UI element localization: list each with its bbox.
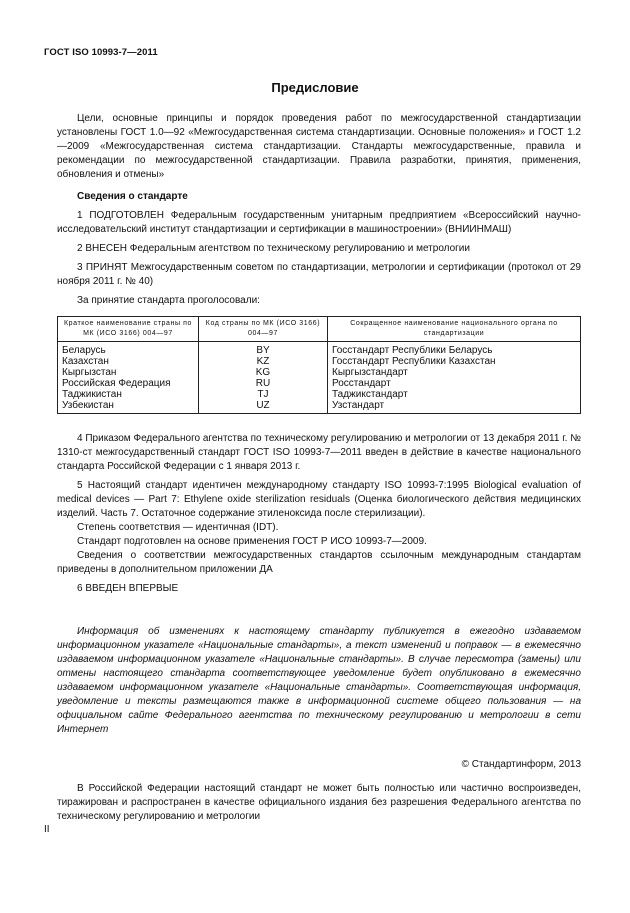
country-cell: Казахстан: [58, 356, 199, 367]
country-cell: Российская Федерация: [58, 378, 199, 389]
item-4: 4 Приказом Федерального агентства по техническому регулированию и метрологии от 13 декабря 2011 г. № 1310-ст межгосударственный стандарт ГОСТ ISO 10993-7—2011 введен в действие в качестве национального стандарта Российской Федерации с 1 января 2013 г.: [57, 433, 581, 472]
copyright: © Стандартинформ, 2013: [461, 759, 581, 770]
column-header-country: Краткое наименование страны по МК (ИСО 3166) 004—97: [58, 317, 199, 342]
about-item-1: 1 ПОДГОТОВЛЕН Федеральным государственным унитарным предприятием «Всероссийский научно-исследовательский институт стандартизации и сертификации в машиностроении» (ВНИИНМАШ): [57, 210, 581, 235]
country-cell: Беларусь: [58, 342, 199, 357]
item-5: 5 Настоящий стандарт идентичен международному стандарту ISO 10993-7:1995 Biological evaluation of medical devices — Part 7: Ethylene oxide sterilization residuals (Оценка биологического действия медицинских изделий. Часть 7. Остаточное содержание этиленоксида после стерилизации).: [57, 480, 581, 519]
code-cell: RU: [199, 378, 328, 389]
changes-information-text: Информация об изменениях к настоящему стандарту публикуется в ежегодно издаваемом информационном указателе «Национальные стандарты», а текст изменений и поправок — в ежемесячно издаваемом информационном указателе «Национальные стандарты». В случае пересмотра (замены) или отмены настоящего стандарта соответствующее уведомление будет опубликовано в ежемесячно издаваемом информационном указателе «Национальные стандарты». Соответствующая информация, уведомление и тексты размещаются также в информационной системе общего пользования — на официальном сайте Федерального агентства по техническому регулированию и метрологии в сети Интернет: [57, 626, 581, 735]
code-cell: BY: [199, 342, 328, 357]
about-item-3: 3 ПРИНЯТ Межгосударственным советом по стандартизации, метрологии и сертификации (протокол от 29 ноября 2011 г. № 40): [57, 262, 581, 287]
reproduction-notice-text: В Российской Федерации настоящий стандарт не может быть полностью или частично воспроизведен, тиражирован и распространен в качестве официального издания без разрешения Федерального агентства по техническому регулированию и метрологии: [57, 783, 581, 822]
voted-label: За принятие стандарта проголосовали:: [77, 295, 260, 306]
references-note: Сведения о соответствии межгосударственных стандартов ссылочным международным стандартам приведены в дополнительном приложении ДА: [57, 550, 581, 575]
country-cell: Узбекистан: [58, 400, 199, 414]
body-cell: Госстандарт Республики Казахстан: [328, 356, 581, 367]
code-cell: KG: [199, 367, 328, 378]
country-cell: Таджикистан: [58, 389, 199, 400]
body-cell: Таджикстандарт: [328, 389, 581, 400]
table-row: [58, 367, 581, 378]
code-cell: UZ: [199, 400, 328, 414]
body-cell: Кыргызстандарт: [328, 367, 581, 378]
about-standard-section: [57, 190, 581, 308]
code-cell: TJ: [199, 389, 328, 400]
intro-text: Цели, основные принципы и порядок проведения работ по межгосударственной стандартизации установлены ГОСТ 1.0—92 «Межгосударственная система стандартизации. Основные положения» и ГОСТ 1.2—2009 «Межгосударственная система стандартизации. Стандарты межгосударственные, правила и рекомендации по межгосударственной стандартизации. Правила разработки, принятия, применения, обновления и отмены»: [57, 113, 581, 180]
code-cell: KZ: [199, 356, 328, 367]
column-header-body: Сокращенное наименование национального органа по стандартизации: [328, 317, 581, 342]
country-cell: Кыргызстан: [58, 367, 199, 378]
document-code-header: ГОСТ ISO 10993-7—2011: [44, 47, 158, 58]
changes-information: [57, 625, 581, 737]
column-header-code: Код страны по МК (ИСО 3166) 004—97: [199, 317, 328, 342]
table-row: [58, 378, 581, 389]
table-row: [58, 389, 581, 400]
table-row: [58, 400, 581, 414]
about-heading: Сведения о стандарте: [77, 191, 188, 202]
body-cell: Росстандарт: [328, 378, 581, 389]
standard-details-section: [57, 432, 581, 596]
table-row: [58, 356, 581, 367]
table-header-row: [58, 317, 581, 342]
body-cell: Госстандарт Республики Беларусь: [328, 342, 581, 357]
reproduction-notice: [57, 782, 581, 824]
page-number: II: [44, 824, 50, 835]
countries-table: [57, 316, 581, 414]
prepared-basis: Стандарт подготовлен на основе применения ГОСТ Р ИСО 10993-7—2009.: [77, 536, 427, 547]
about-item-2: 2 ВНЕСЕН Федеральным агентством по техническому регулированию и метрологии: [77, 243, 470, 254]
conformity-degree: Степень соответствия — идентичная (IDT).: [77, 522, 279, 533]
body-cell: Узстандарт: [328, 400, 581, 414]
item-6: 6 ВВЕДЕН ВПЕРВЫЕ: [77, 583, 179, 594]
table-row: [58, 342, 581, 357]
page-title: Предисловие: [271, 80, 359, 95]
intro-paragraph: [57, 112, 581, 182]
